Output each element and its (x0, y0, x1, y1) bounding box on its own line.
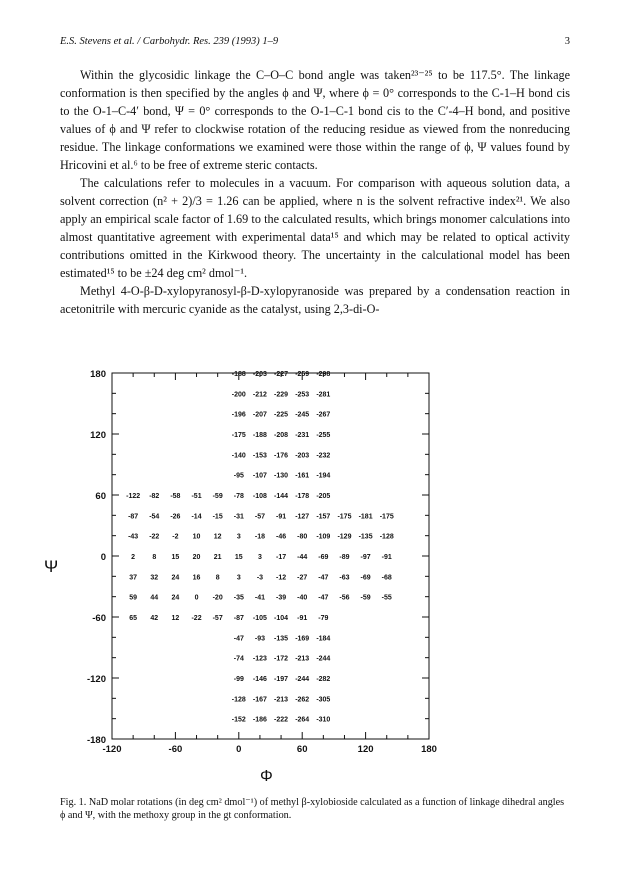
value-cell: -310 (316, 716, 331, 724)
x-tick-label: 0 (236, 744, 242, 755)
x-tick-label: 60 (296, 744, 308, 755)
value-cell: 65 (129, 615, 138, 622)
value-cell: -87 (128, 513, 139, 521)
y-tick-label: -180 (86, 735, 106, 746)
value-cell: 44 (150, 594, 159, 602)
value-cell: -82 (149, 493, 160, 500)
value-cell: -79 (318, 615, 329, 622)
value-cell: -14 (191, 513, 202, 521)
value-cell: 32 (150, 574, 159, 582)
value-cell: -255 (316, 432, 331, 439)
value-cell: -3 (256, 574, 264, 582)
value-cell: -87 (233, 615, 244, 622)
value-cell: -128 (231, 696, 246, 704)
value-cell: -39 (276, 594, 287, 602)
value-cell: -205 (316, 493, 331, 500)
value-cell: -231 (295, 432, 310, 439)
value-cell: -188 (252, 432, 267, 439)
value-cell: -222 (274, 716, 289, 724)
value-cell: -244 (295, 676, 310, 683)
value-cell: -175 (231, 432, 246, 439)
value-cell: -27 (297, 574, 308, 582)
x-tick-label: 120 (357, 744, 374, 755)
value-cell: 0 (194, 594, 199, 602)
value-cell: -232 (316, 452, 331, 460)
value-cell: -140 (231, 452, 246, 460)
x-tick-label: -120 (102, 744, 122, 755)
value-cell: 3 (257, 554, 262, 561)
y-tick-label: 180 (90, 369, 106, 380)
x-tick-label: -60 (168, 744, 183, 755)
value-cell: -130 (274, 472, 289, 480)
value-cell: 12 (213, 533, 222, 541)
value-cell: -74 (233, 655, 244, 663)
value-cell: -153 (252, 452, 267, 460)
value-cell: -63 (339, 574, 350, 582)
value-cell: -196 (231, 411, 246, 419)
value-cell: -123 (252, 655, 267, 663)
value-cell: -184 (316, 635, 331, 643)
value-cell: -229 (274, 391, 289, 399)
value-cells (126, 371, 394, 724)
tick-marks (112, 373, 429, 739)
value-cell: -59 (212, 493, 223, 500)
value-cell: -69 (360, 574, 371, 582)
value-cell: -47 (233, 635, 244, 643)
value-cell: -104 (274, 615, 289, 622)
value-cell: -91 (297, 615, 308, 622)
value-cell: -245 (295, 411, 310, 419)
y-tick-label: 120 (90, 430, 106, 441)
value-cell: -80 (297, 533, 308, 541)
value-cell: -105 (252, 615, 267, 622)
value-cell: -68 (381, 574, 392, 582)
value-cell: -99 (233, 676, 244, 683)
value-cell: -152 (231, 716, 246, 724)
value-cell: 2 (131, 554, 136, 561)
value-cell: -26 (170, 513, 181, 521)
running-header (60, 36, 570, 47)
value-cell: -91 (276, 513, 287, 521)
value-cell: -59 (360, 594, 371, 602)
value-cell: -264 (295, 716, 310, 724)
value-cell: -225 (274, 411, 289, 419)
value-cell: -22 (191, 615, 202, 622)
value-cell: -15 (212, 513, 223, 521)
value-cell: -213 (274, 696, 289, 704)
value-cell: -208 (274, 432, 289, 439)
value-cell: -20 (212, 594, 223, 602)
value-cell: -135 (358, 533, 373, 541)
paragraph: Methyl 4-O-β-D-xylopyranosyl-β-D-xylopyranoside was prepared by a condensation reaction in acetonitrile with mercuric cyanide as the catalyst, using 2,3-di-O- (60, 284, 570, 316)
value-cell: -129 (337, 533, 352, 541)
value-cell: -203 (252, 371, 267, 378)
y-tick-label: 0 (100, 552, 106, 563)
value-cell: -207 (252, 411, 267, 419)
value-cell: -157 (316, 513, 331, 521)
page-number: 3 (564, 36, 570, 47)
value-cell: -175 (337, 513, 352, 521)
value-cell: 3 (236, 533, 241, 541)
value-cell: -47 (318, 574, 329, 582)
value-cell: -203 (295, 452, 310, 460)
value-cell: 15 (234, 554, 243, 561)
value-cell: -135 (274, 635, 289, 643)
body-text (60, 66, 570, 318)
value-cell: -108 (252, 493, 267, 500)
value-cell: -2 (172, 533, 179, 541)
value-cell: -188 (231, 371, 246, 378)
value-cell: -54 (149, 513, 160, 521)
value-cell: -178 (295, 493, 310, 500)
value-cell: -194 (316, 472, 331, 480)
figure-caption: Fig. 1. NaD molar rotations (in deg cm² dmol⁻¹) of methyl β-xylobioside calculated as a function of linkage dihedral angles ϕ and Ψ, with the methoxy group in the gt conformation. (60, 797, 565, 821)
value-cell: -305 (316, 696, 331, 704)
value-cell: -107 (252, 472, 267, 480)
value-cell: 10 (192, 533, 201, 541)
value-cell: -282 (316, 676, 331, 683)
value-cell: 42 (150, 615, 159, 622)
value-cell: -169 (295, 635, 310, 643)
value-cell: 20 (192, 554, 201, 561)
value-cell: -200 (231, 391, 246, 399)
value-cell: -227 (274, 371, 289, 378)
value-cell: -259 (295, 371, 310, 378)
value-cell: 21 (213, 554, 222, 561)
value-cell: -51 (191, 493, 202, 500)
y-axis-symbol: Ψ (44, 557, 59, 576)
value-cell: 12 (171, 615, 180, 622)
value-cell: -244 (316, 655, 331, 663)
value-cell: -161 (295, 472, 310, 480)
value-cell: -127 (295, 513, 310, 521)
value-cell: -253 (295, 391, 310, 399)
value-cell: -17 (276, 554, 287, 561)
value-cell: -31 (233, 513, 244, 521)
value-cell: -43 (128, 533, 139, 541)
value-cell: -95 (233, 472, 244, 480)
value-cell: -78 (233, 493, 244, 500)
y-tick-labels (87, 369, 106, 746)
value-cell: -122 (126, 493, 141, 500)
value-cell: 15 (171, 554, 180, 561)
value-cell: -18 (254, 533, 265, 541)
running-head: E.S. Stevens et al. / Carbohydr. Res. 239 (1993) 1–9 (60, 36, 279, 47)
value-cell: -262 (295, 696, 310, 704)
value-cell: -281 (316, 391, 331, 399)
value-cell: -144 (274, 493, 289, 500)
value-cell: 37 (129, 574, 138, 582)
value-cell: -146 (252, 676, 267, 683)
value-cell: -12 (276, 574, 287, 582)
x-tick-label: 180 (421, 744, 437, 755)
value-cell: -47 (318, 594, 329, 602)
value-cell: -167 (252, 696, 267, 704)
x-tick-labels (102, 744, 436, 755)
value-cell: -91 (381, 554, 392, 561)
value-cell: -213 (295, 655, 310, 663)
value-cell: -97 (360, 554, 371, 561)
value-cell: -175 (379, 513, 394, 521)
value-cell: -46 (276, 533, 287, 541)
value-cell: 16 (192, 574, 201, 582)
y-tick-label: -120 (86, 674, 106, 685)
value-cell: 3 (236, 574, 241, 582)
y-tick-label: 60 (95, 491, 106, 502)
value-cell: -176 (274, 452, 289, 460)
value-cell: -41 (254, 594, 265, 602)
value-cell: -55 (381, 594, 392, 602)
value-cell: -212 (252, 391, 267, 399)
value-cell: 24 (171, 594, 180, 602)
value-cell: -181 (358, 513, 373, 521)
value-cell: 24 (171, 574, 180, 582)
paragraph: The calculations refer to molecules in a vacuum. For comparison with aqueous solution data, a solvent correction (n² + 2)/3 = 1.26 can be applied, where n is the solvent refractive index²¹. We also apply an empirical scale factor of 1.69 to the calculated results, which brings monomer calculations into almost quantitative agreement with experimental data¹⁵ and which may be related to optical activity contributions omitted in the Kirkwood theory. The uncertainty in the calculational model has been estimated¹⁵ to be ±24 deg cm² dmol⁻¹. (60, 176, 570, 280)
value-cell: -197 (274, 676, 289, 683)
value-cell: 8 (215, 574, 220, 582)
value-cell: -69 (318, 554, 329, 561)
value-cell: -35 (233, 594, 244, 602)
value-cell: -44 (297, 554, 308, 561)
x-axis-symbol: Φ (260, 768, 273, 785)
value-cell: -267 (316, 411, 331, 419)
value-cell: -56 (339, 594, 350, 602)
value-cell: -109 (316, 533, 331, 541)
value-cell: -58 (170, 493, 181, 500)
paragraph: Within the glycosidic linkage the C–O–C bond angle was taken²³⁻²⁵ to be 117.5°. The linkage conformation is then specified by the angles ϕ and Ψ, where ϕ = 0° corresponds to the C-1–H bond cis to the O-1–C-4′ bond, Ψ = 0° corresponds to the O-1–C-1 bond cis to the C′-4–H bond, and positive values of ϕ and Ψ refer to clockwise rotation of the reducing residue as viewed from the nonreducing residue. The linkage conformations we examined were those within the range of ϕ, Ψ values found by Hricovini et al.⁶ to be free of extreme steric contacts. (60, 68, 570, 172)
value-cell: -172 (274, 655, 289, 663)
plot-frame (112, 373, 429, 739)
value-cell: -128 (379, 533, 394, 541)
value-cell: -40 (297, 594, 308, 602)
value-cell: 59 (129, 594, 138, 602)
value-cell: -57 (212, 615, 223, 622)
value-cell: -57 (254, 513, 265, 521)
value-cell: -298 (316, 371, 331, 378)
value-cell: 8 (152, 554, 157, 561)
value-cell: -89 (339, 554, 350, 561)
y-tick-label: -60 (92, 613, 106, 624)
value-cell: -186 (252, 716, 267, 724)
value-cell: -22 (149, 533, 160, 541)
value-cell: -93 (254, 635, 265, 643)
